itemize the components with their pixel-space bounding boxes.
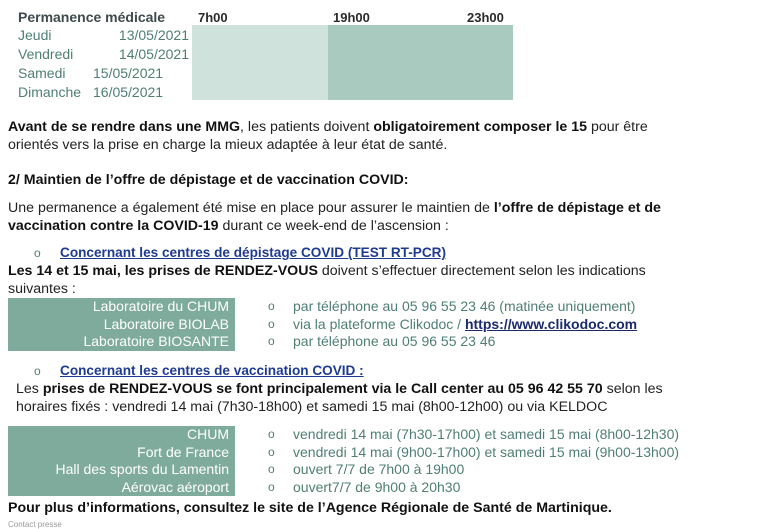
site-detail-text: ouvert7/7 de 9h00 à 20h30 <box>293 478 461 495</box>
depistage-bold-rdv: RENDEZ-VOUS <box>214 263 318 279</box>
lab-name: Laboratoire du CHUM <box>8 298 235 316</box>
schedule-day-row <box>18 83 193 102</box>
intro-paragraph <box>8 118 758 154</box>
schedule-day-block <box>192 25 328 100</box>
intro-text: pour être <box>587 119 648 135</box>
day-date: 13/05/2021 <box>118 27 189 43</box>
day-name: Samedi <box>18 65 66 81</box>
hollow-bullet-icon: o <box>268 444 275 459</box>
schedule-day-row <box>18 45 193 64</box>
hollow-bullet-icon: o <box>268 462 275 476</box>
hour-label-start: 7h00 <box>198 10 228 25</box>
lab-name: Laboratoire BIOLAB <box>8 316 235 334</box>
site-name: Hall des sports du Lamentin <box>8 461 235 479</box>
intro-bold-mmg: Avant de se rendre dans une MMG <box>8 119 241 135</box>
intro-bold-15: obligatoirement composer le 15 <box>373 119 588 135</box>
day-date: 15/05/2021 <box>93 65 164 81</box>
vaccination-paragraph <box>16 380 766 416</box>
site-name: CHUM <box>8 426 235 444</box>
lab-detail-row <box>268 298 637 316</box>
site-name: Fort de France <box>8 444 235 462</box>
depistage-bold: Les 14 et 15 mai, les prises de <box>8 263 215 279</box>
lab-box <box>8 298 235 350</box>
section2-text: Une permanence a également été mise en place pour assurer le maintien de <box>8 200 494 216</box>
site-detail-row <box>268 461 679 479</box>
schedule-days <box>18 26 193 102</box>
site-name: Aérovac aéroport <box>8 479 235 497</box>
section2-line-2 <box>8 217 763 235</box>
depistage-text: doivent s’effectuer directement selon les indications <box>317 263 646 279</box>
depistage-heading-link[interactable]: Concernant les centres de dépistage COVID (TEST RT-PCR) <box>60 245 446 260</box>
lab-detail-text: par téléphone au 05 96 55 23 46 (matinée uniquement) <box>293 298 636 314</box>
lab-detail-text <box>293 316 637 334</box>
lab-detail-text: par téléphone au 05 96 55 23 46 <box>293 333 496 349</box>
section2-text: durant ce week-end de l’ascension : <box>218 218 449 234</box>
section2-paragraph <box>8 199 763 235</box>
hour-label-mid: 19h00 <box>333 10 370 25</box>
vaccination-text: selon les <box>602 381 663 397</box>
lab-detail-row <box>268 316 637 334</box>
day-date: 16/05/2021 <box>93 84 164 100</box>
footer-tiny-label: Contact presse <box>8 520 62 529</box>
day-name: Jeudi <box>18 27 52 43</box>
vaccination-details <box>268 426 679 496</box>
hour-label-end: 23h00 <box>467 10 504 25</box>
day-name: Dimanche <box>18 84 82 100</box>
hollow-bullet-icon: o <box>34 246 41 260</box>
hollow-bullet-icon: o <box>34 364 41 378</box>
schedule-evening-block <box>328 25 513 100</box>
schedule-title: Permanence médicale <box>18 9 166 25</box>
lab-name: Laboratoire BIOSANTE <box>8 333 235 351</box>
intro-line-1 <box>8 118 758 136</box>
hollow-bullet-icon: o <box>268 334 275 348</box>
hollow-bullet-icon: o <box>268 427 275 441</box>
section2-line-1 <box>8 199 763 217</box>
lab-detail-row <box>268 333 637 351</box>
section-heading: 2/ Maintien de l’offre de dépistage et de vaccination COVID: <box>8 172 409 188</box>
vaccination-site-box <box>8 426 235 496</box>
depistage-paragraph <box>8 262 763 298</box>
schedule-day-row <box>18 64 193 83</box>
clikodoc-link[interactable]: https://www.clikodoc.com <box>464 315 638 332</box>
day-name: Vendredi <box>18 46 74 62</box>
site-detail-text: vendredi 14 mai (9h00-17h00) et samedi 15 mai (9h00-13h00) <box>293 443 680 460</box>
lab-details <box>268 298 637 351</box>
hollow-bullet-icon: o <box>268 479 275 494</box>
site-detail-row <box>268 479 679 497</box>
vaccination-line-2: horaires fixés : vendredi 14 mai (7h30-18h00) et samedi 15 mai (8h00-12h00) ou via KELDOC <box>16 399 608 415</box>
day-date: 14/05/2021 <box>118 46 189 62</box>
site-detail-text: vendredi 14 mai (7h30-17h00) et samedi 15 mai (8h00-12h30) <box>293 426 680 442</box>
section2-bold: l’offre de dépistage et de <box>493 200 661 216</box>
vaccination-text: Les <box>16 381 43 397</box>
site-detail-text: ouvert 7/7 de 7h00 à 19h00 <box>293 461 465 477</box>
depistage-line-2: suivantes : <box>8 281 76 297</box>
vaccination-heading-link[interactable]: Concernant les centres de vaccination COVID : <box>60 363 364 378</box>
site-detail-row <box>268 426 679 444</box>
vaccination-line-1 <box>16 380 766 398</box>
hollow-bullet-icon: o <box>268 299 275 313</box>
vaccination-bold: prises de RENDEZ-VOUS se font principalement via le Call center au 05 96 42 55 70 <box>42 381 603 397</box>
schedule-day-row <box>18 26 193 45</box>
lab-detail-prefix: via la plateforme Clikodoc / <box>293 315 465 332</box>
intro-text: , les patients doivent <box>240 119 374 135</box>
hollow-bullet-icon: o <box>268 316 275 331</box>
footer-info: Pour plus d’informations, consultez le site de l’Agence Régionale de Santé de Martinique. <box>8 500 612 516</box>
intro-line-2: orientés vers la prise en charge la mieux adaptée à leur état de santé. <box>8 137 448 153</box>
depistage-line-1 <box>8 262 763 280</box>
section2-bold: vaccination contre la COVID-19 <box>8 218 219 234</box>
site-detail-row <box>268 444 679 462</box>
